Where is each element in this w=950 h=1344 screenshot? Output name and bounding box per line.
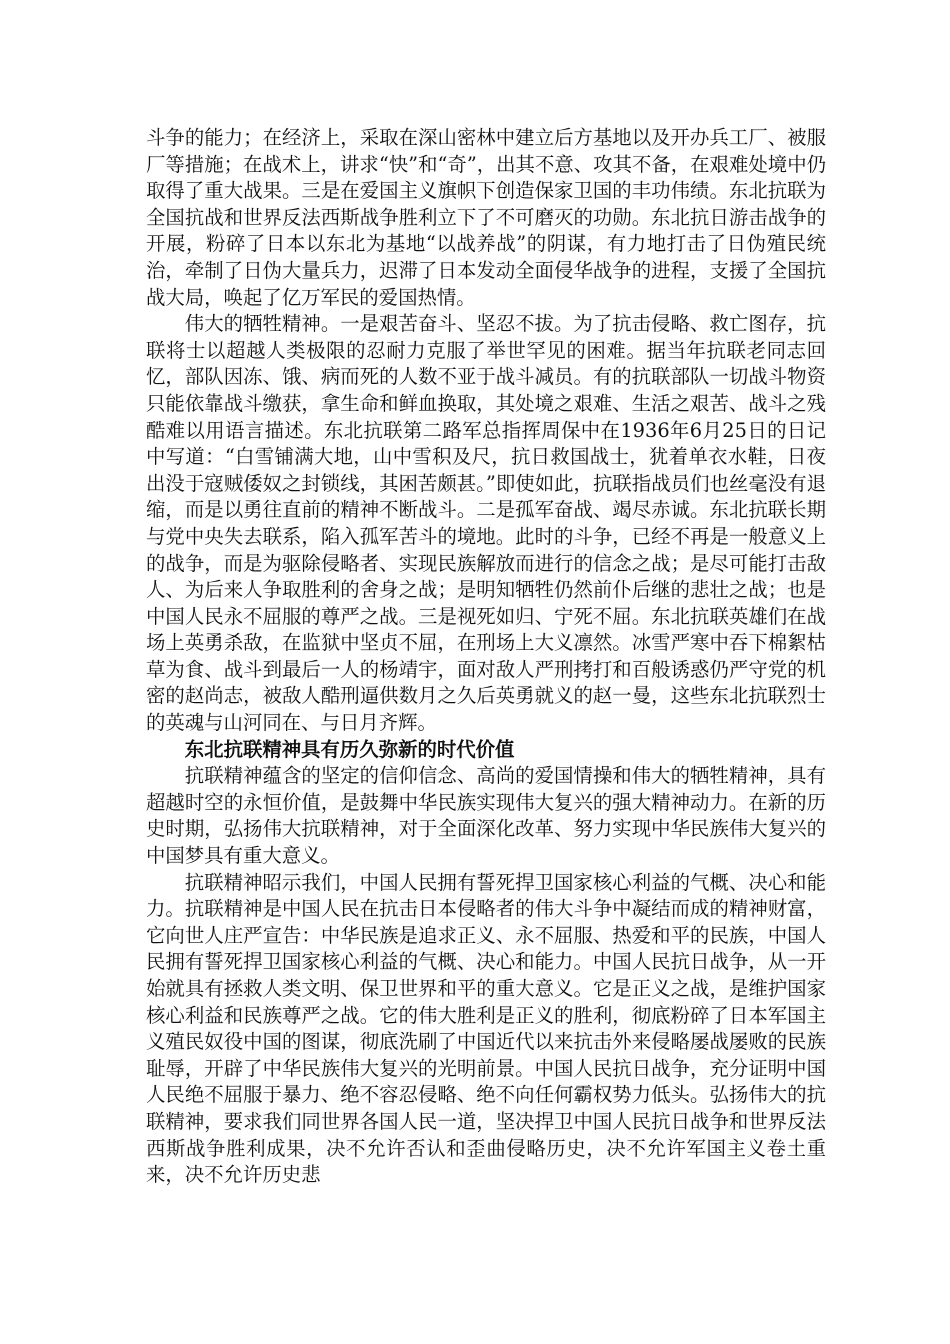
- paragraph-core-interests: 抗联精神昭示我们，中国人民拥有誓死捍卫国家核心利益的气概、决心和能力。抗联精神是中国人民在抗击日本侵略者的伟大斗争中凝结而成的精神财富，它向世人庄严宣告：中华民族是追求正义、永不屈服、热爱和平的民族，中国人民拥有誓死捍卫国家核心利益的气概、决心和能力。中国人民抗日战争，从一开始就具有拯救人类文明、保卫世界和平的重大意义。它是正义之战，是维护国家核心利益和民族尊严之战。它的伟大胜利是正义的胜利，彻底粉碎了日本军国主义殖民奴役中国的图谋，彻底洗刷了中国近代以来抗击外来侵略屡战屡败的民族耻辱，开辟了中华民族伟大复兴的光明前景。中国人民抗日战争，充分证明中国人民绝不屈服于暴力、绝不容忍侵略、绝不向任何霸权势力低头。弘扬伟大的抗联精神，要求我们同世界各国人民一道，坚决捍卫中国人民抗日战争和世界反法西斯战争胜利成果，决不允许否认和歪曲侵略历史，决不允许军国主义卷土重来，决不允许历史悲: [146, 870, 826, 1187]
- paragraph-continuation: 斗争的能力；在经济上，采取在深山密林中建立后方基地以及开办兵工厂、被服厂等措施；在战术上，讲求“快”和“奇”，出其不意、攻其不备，在艰难处境中仍取得了重大战果。三是在爱国主义旗帜下创造保家卫国的丰功伟绩。东北抗联为全国抗战和世界反法西斯战争胜利立下了不可磨灭的功勋。东北抗日游击战争的开展，粉碎了日本以东北为基地“以战养战”的阴谋，有力地打击了日伪殖民统治，牵制了日伪大量兵力，迟滞了日本发动全面侵华战争的进程，支援了全国抗战大局，唤起了亿万军民的爱国热情。: [146, 126, 826, 309]
- section-heading: 东北抗联精神具有历久弥新的时代价值: [184, 737, 515, 761]
- document-page: [146, 125, 826, 1189]
- paragraph-sacrifice-spirit: 伟大的牺牲精神。一是艰苦奋斗、坚忍不拔。为了抗击侵略、救亡图存，抗联将士以超越人类极限的忍耐力克服了举世罕见的困难。据当年抗联老同志回忆，部队因冻、饿、病而死的人数不亚于战斗减员。有的抗联部队一切战斗物资只能依靠战斗缴获，拿生命和鲜血换取，其处境之艰难、生活之艰苦、战斗之残酷难以用语言描述。东北抗联第二路军总指挥周保中在1936年6月25日的日记中写道：“白雪铺满大地，山中雪积及尺，抗日救国战士，犹着单衣水鞋，日夜出没于寇贼倭奴之封锁线，其困苦颇甚。”即使如此，抗联指战员们也丝毫没有退缩，而是以勇往直前的精神不断战斗。二是孤军奋战、竭尽赤诚。东北抗联长期与党中央失去联系，陷入孤军苦斗的境地。此时的斗争，已经不再是一般意义上的战争，而是为驱除侵略者、实现民族解放而进行的信念之战；是尽可能打击敌人、为后来人争取胜利的舍身之战；是明知牺牲仍然前仆后继的悲壮之战；也是中国人民永不屈服的尊严之战。三是视死如归、宁死不屈。东北抗联英雄们在战场上英勇杀敌，在监狱中坚贞不屈，在刑场上大义凛然。冰雪严寒中吞下棉絮枯草为食、战斗到最后一人的杨靖宇，面对敌人严刑拷打和百般诱惑仍严守党的机密的赵尚志，被敌人酷刑逼供数月之久后英勇就义的赵一曼，这些东北抗联烈士的英魂与山河同在、与日月齐辉。: [146, 312, 826, 735]
- paragraph-era-value: 抗联精神蕴含的坚定的信仰信念、高尚的爱国情操和伟大的牺牲精神，具有超越时空的永恒价值，是鼓舞中华民族实现伟大复兴的强大精神动力。在新的历史时期，弘扬伟大抗联精神，对于全面深化改革、努力实现中华民族伟大复兴的中国梦具有重大意义。: [146, 764, 826, 868]
